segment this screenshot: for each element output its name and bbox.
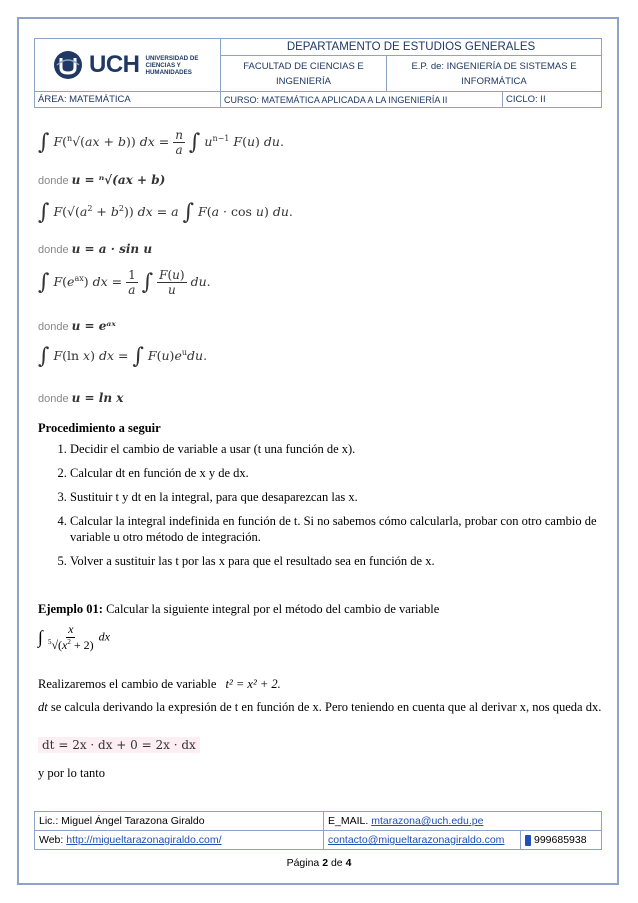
dt-explanation: dt se calcula derivando la expresión de t en función de x. Pero teniendo en cuenta que al derivar x, nos queda dx. [38, 700, 602, 714]
email-link[interactable]: mtarazona@uch.edu.pe [371, 815, 484, 827]
procedure-step: 5. Volver a sustituir las t por las x para que el resultado sea en función de x. [70, 553, 635, 569]
procedure-step: 4. Calcular la integral indefinida en función de t. Si no sabemos cómo calcularla, probar con otro cambio de variable u otro método de integración. [70, 513, 635, 545]
logo [35, 50, 220, 80]
phone-icon [525, 835, 531, 846]
procedure-title: Procedimiento a seguir [38, 421, 161, 435]
page-number: Página 2 de 4 [286, 857, 352, 869]
formula-1: ∫ F($^n$√(ax + b)) dx = $\frac{n}{a}$ ∫ $u^{n-1}$ F(u) du. [38, 128, 284, 157]
header-table [34, 38, 602, 108]
formula-1-substitution: donde u = ⁿ√(ax + b) [38, 173, 166, 187]
example-integral: ∫ $\frac{x}{^5√(x^2 + 2)}$ dx [38, 622, 110, 652]
department-title: DEPARTAMENTO DE ESTUDIOS GENERALES [221, 39, 602, 56]
logo-subtitle: UNIVERSIDAD DE CIENCIAS Y HUMANIDADES [145, 54, 199, 76]
procedure-steps [38, 441, 635, 577]
example-statement: Ejemplo 01: Calcular la siguiente integral por el método del cambio de variable [38, 602, 440, 616]
formula-3-substitution: donde u = eᵃˣ [38, 319, 116, 333]
web-link[interactable]: http://migueltarazonagiraldo.com/ [66, 834, 222, 846]
procedure-step: 1. Decidir el cambio de variable a usar (t una función de x). [70, 441, 635, 457]
formula-4-substitution: donde u = ln x [38, 391, 124, 405]
university-logo-icon [53, 50, 83, 80]
contact-cell [324, 831, 521, 850]
web-cell: Web: http://migueltarazonagiraldo.com/ [35, 831, 324, 850]
phone-cell: 999685938 [521, 831, 602, 850]
formula-2: ∫ $F(√(a^2 + b^2))$ dx = a ∫ F(a · cos u) du. [38, 200, 293, 225]
procedure-step: 2. Calcular dt en función de x y de dx. [70, 465, 635, 481]
logo-text: UCH [89, 51, 140, 78]
formula-4: ∫ F(ln x) dx = ∫ $F(u)e^udu$. [38, 344, 208, 369]
faculty-cell: FACULTAD DE CIENCIAS E INGENIERÍA [221, 56, 387, 92]
formula-2-substitution: donde u = a · sin u [38, 242, 153, 256]
procedure-step: 3. Sustituir t y dt en la integral, para que desaparezcan las x. [70, 489, 635, 505]
author-cell: Lic.: Miguel Ángel Tarazona Giraldo [35, 812, 324, 831]
school-cell: E.P. de: INGENIERÍA DE SISTEMAS E INFORMÁTICA [387, 56, 602, 92]
formula-3: ∫ $F(e^{ax})$ dx = $\frac{1}{a}$ ∫ $\frac{F(u)}{u}$ du. [38, 268, 211, 297]
footer-table [34, 811, 602, 850]
contact-email-link[interactable]: contacto@migueltarazonagiraldo.com [328, 834, 505, 846]
change-of-variable: Realizaremos el cambio de variable t² = x² + 2. [38, 677, 281, 691]
cycle-cell: CICLO: II [503, 92, 602, 108]
change-formula: t² = x² + 2. [225, 677, 281, 691]
dt-formula: dt = 2x · dx + 0 = 2x · dx [38, 737, 200, 753]
email-cell: E_MAIL. mtarazona@uch.edu.pe [324, 812, 602, 831]
logo-cell [35, 39, 221, 92]
area-cell: ÁREA: MATEMÁTICA [35, 92, 221, 108]
and-so-text: y por lo tanto [38, 766, 106, 780]
example-label: Ejemplo 01: [38, 602, 103, 616]
course-cell: CURSO: MATEMÁTICA APLICADA A LA INGENIERÍA II [221, 92, 503, 108]
